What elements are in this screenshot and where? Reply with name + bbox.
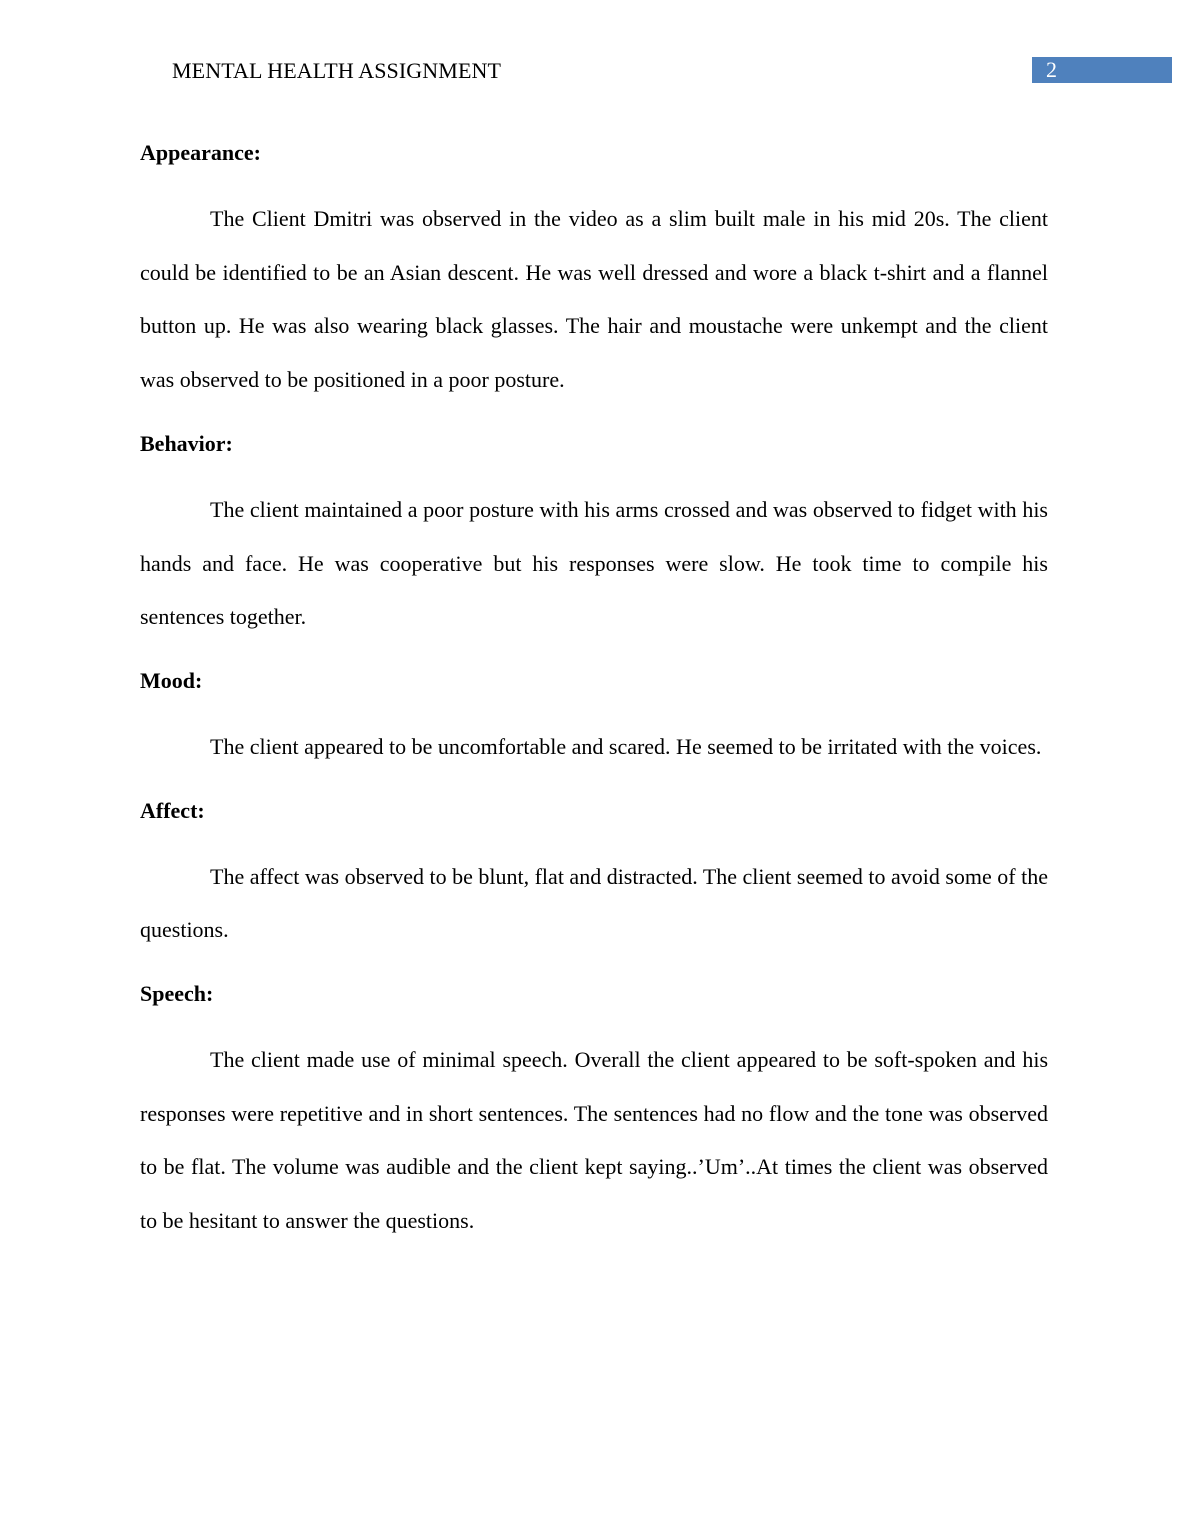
running-header-title: MENTAL HEALTH ASSIGNMENT (172, 58, 502, 83)
section-paragraph: The client made use of minimal speech. Overall the client appeared to be soft-spoken and his responses were repetitive and in short sentences. The sentences had no flow and the tone was observed to be flat. The volume was audible and the client kept saying..’Um’..At times the client was observed to be hesitant to answer the questions. (140, 1047, 1048, 1234)
section-paragraph: The client appeared to be uncomfortable and scared. He seemed to be irritated with the voices. (210, 733, 1042, 759)
section-paragraph: The client maintained a poor posture with his arms crossed and was observed to fidget with his hands and face. He was cooperative but his responses were slow. He took time to compile his sentences together. (140, 496, 1048, 630)
section-affect (140, 794, 1048, 957)
section-heading: Appearance: (140, 140, 261, 165)
page-number: 2 (1046, 57, 1057, 82)
page-number-badge (1032, 57, 1172, 83)
section-appearance (140, 136, 1048, 407)
section-paragraph: The affect was observed to be blunt, flat and distracted. The client seemed to avoid some of the questions. (140, 863, 1048, 943)
section-heading: Mood: (140, 667, 203, 693)
section-behavior (140, 427, 1048, 644)
section-heading: Affect: (140, 797, 205, 823)
document-body (140, 136, 1048, 1268)
section-heading: Speech: (140, 981, 214, 1007)
section-speech (140, 977, 1048, 1248)
section-paragraph: The Client Dmitri was observed in the video as a slim built male in his mid 20s. The client could be identified to be an Asian descent. He was well dressed and wore a black t-shirt and a flannel button up. He was also wearing black glasses. The hair and moustache were unkempt and the client was observed to be positioned in a poor posture. (140, 206, 1048, 393)
section-heading: Behavior: (140, 430, 233, 456)
section-mood (140, 664, 1048, 774)
